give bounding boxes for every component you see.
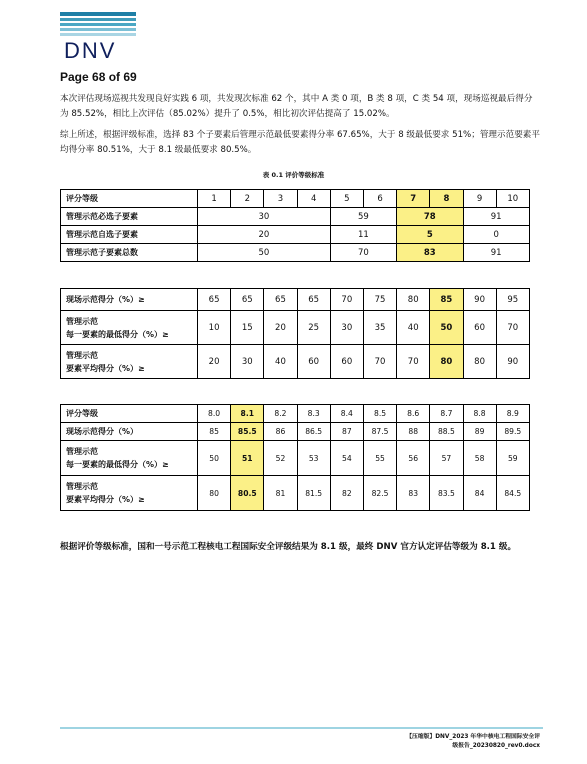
row-label: 评分等级 (61, 405, 198, 423)
row-label-line1: 管理示范 (66, 350, 98, 360)
value-cell: 75 (363, 289, 396, 311)
row-label-line2: 要素平均得分（%）≥ (66, 363, 145, 373)
value-cell-highlighted: 83 (397, 244, 463, 262)
value-cell: 81.5 (297, 476, 330, 511)
value-cell: 91 (463, 208, 529, 226)
value-cell: 65 (231, 289, 264, 311)
value-cell: 65 (198, 289, 231, 311)
value-cell: 87 (330, 423, 363, 441)
value-cell: 70 (330, 289, 363, 311)
value-cell: 70 (330, 244, 396, 262)
row-label: 管理示范必选子要素 (61, 208, 198, 226)
row-label-line2: 每一要素的最低得分（%）≥ (66, 329, 169, 339)
value-cell: 56 (397, 441, 430, 476)
value-cell-highlighted: 80.5 (231, 476, 264, 511)
value-cell: 8.6 (397, 405, 430, 423)
value-cell: 80 (198, 476, 231, 511)
value-cell: 85 (198, 423, 231, 441)
value-cell: 90 (496, 345, 529, 379)
value-cell-highlighted: 50 (430, 311, 463, 345)
value-cell: 30 (198, 208, 331, 226)
row-label (61, 311, 198, 345)
row-label-line2: 每一要素的最低得分（%）≥ (66, 460, 169, 469)
dnv-logo (60, 12, 136, 62)
grade-cell: 3 (264, 190, 297, 208)
table-row (61, 345, 530, 379)
table-row (61, 208, 530, 226)
grade-cell-highlighted: 7 (397, 190, 430, 208)
grade-cell: 9 (463, 190, 496, 208)
value-cell: 10 (198, 311, 231, 345)
row-label-line1: 管理示范 (66, 482, 98, 491)
row-label: 现场示范得分（%） (61, 423, 198, 441)
value-cell: 58 (463, 441, 496, 476)
value-cell: 8.8 (463, 405, 496, 423)
value-cell: 81 (264, 476, 297, 511)
paragraph-site-inspection: 本次评估现场巡视共发现良好实践 6 项，共发现次标准 62 个，其中 A 类 0 项，B 类 8 项，C 类 54 项，现场巡视最后得分为 85.52%，相比上次评估（85.02%）提升了 0.5%，相比初次评估提高了 15.02%。 (60, 94, 533, 119)
footer (240, 733, 540, 751)
value-cell: 84 (463, 476, 496, 511)
value-cell: 55 (363, 441, 396, 476)
value-cell: 80 (463, 345, 496, 379)
value-cell: 86.5 (297, 423, 330, 441)
table-row (61, 244, 530, 262)
value-cell-highlighted: 85 (430, 289, 463, 311)
value-cell: 50 (198, 244, 331, 262)
value-cell: 8.7 (430, 405, 463, 423)
table-row (61, 441, 530, 476)
value-cell: 70 (496, 311, 529, 345)
header-label: 评分等级 (61, 190, 198, 208)
value-cell: 53 (297, 441, 330, 476)
value-cell-highlighted: 51 (231, 441, 264, 476)
row-label (61, 345, 198, 379)
value-cell: 89 (463, 423, 496, 441)
table-row (61, 190, 530, 208)
value-cell: 82 (330, 476, 363, 511)
value-cell: 35 (363, 311, 396, 345)
logo-wordmark: DNV (64, 38, 117, 63)
value-cell: 60 (297, 345, 330, 379)
grade-cell: 2 (231, 190, 264, 208)
row-label: 管理示范子要素总数 (61, 244, 198, 262)
value-cell: 84.5 (496, 476, 529, 511)
row-label: 现场示范得分（%）≥ (61, 289, 198, 311)
table-row (61, 311, 530, 345)
value-cell: 65 (264, 289, 297, 311)
value-cell: 86 (264, 423, 297, 441)
value-cell: 25 (297, 311, 330, 345)
row-label (61, 441, 198, 476)
row-label-line2: 要素平均得分（%）≥ (66, 495, 145, 504)
value-cell: 70 (397, 345, 430, 379)
value-cell-highlighted: 78 (397, 208, 463, 226)
grade-cell: 6 (363, 190, 396, 208)
value-cell: 54 (330, 441, 363, 476)
value-cell: 8.5 (363, 405, 396, 423)
value-cell-highlighted: 5 (397, 226, 463, 244)
value-cell: 82.5 (363, 476, 396, 511)
value-cell: 50 (198, 441, 231, 476)
table-row (61, 423, 530, 441)
footer-line2: 级报告_20230820_rev0.docx (452, 743, 540, 749)
value-cell: 8.3 (297, 405, 330, 423)
row-label: 管理示范自选子要素 (61, 226, 198, 244)
logo-bars (60, 12, 136, 38)
value-cell: 40 (397, 311, 430, 345)
value-cell: 8.2 (264, 405, 297, 423)
value-cell: 20 (264, 311, 297, 345)
grade-cell: 1 (198, 190, 231, 208)
value-cell-highlighted: 8.1 (231, 405, 264, 423)
page-label: Page 68 of 69 (60, 70, 137, 84)
grade-table-sublevels (60, 404, 530, 511)
table-row (61, 289, 530, 311)
table-row (61, 405, 530, 423)
value-cell-highlighted: 85.5 (231, 423, 264, 441)
value-cell: 40 (264, 345, 297, 379)
footer-rule (60, 727, 543, 729)
grade-cell-highlighted: 8 (430, 190, 463, 208)
value-cell: 88 (397, 423, 430, 441)
value-cell: 30 (330, 311, 363, 345)
value-cell: 8.0 (198, 405, 231, 423)
grade-table-scores (60, 288, 530, 379)
grade-cell: 5 (330, 190, 363, 208)
value-cell: 20 (198, 226, 331, 244)
value-cell: 89.5 (496, 423, 529, 441)
row-label-line1: 管理示范 (66, 447, 98, 456)
paragraph-summary: 综上所述，根据评级标准，选择 83 个子要素后管理示范最低要素得分率 67.65%，大于 8 级最低要求 51%；管理示范要素平均得分率 80.51%，大于 8.1 级最低要求 80.5%。 (60, 130, 540, 155)
grade-table-elements (60, 189, 530, 262)
value-cell: 8.9 (496, 405, 529, 423)
value-cell: 15 (231, 311, 264, 345)
value-cell: 59 (330, 208, 396, 226)
value-cell: 91 (463, 244, 529, 262)
value-cell: 20 (198, 345, 231, 379)
value-cell: 65 (297, 289, 330, 311)
footer-line1: 【压缩版】DNV_2023 年华中核电工程国际安全评 (406, 734, 540, 740)
value-cell: 83.5 (430, 476, 463, 511)
conclusion-paragraph: 根据评价等级标准，国和一号示范工程核电工程国际安全评级结果为 8.1 级，最终 DNV 官方认定评估等级为 8.1 级。 (60, 542, 517, 552)
value-cell: 87.5 (363, 423, 396, 441)
row-label-line1: 管理示范 (66, 316, 98, 326)
value-cell: 80 (397, 289, 430, 311)
value-cell: 90 (463, 289, 496, 311)
value-cell: 60 (330, 345, 363, 379)
table-row (61, 476, 530, 511)
value-cell: 59 (496, 441, 529, 476)
value-cell: 30 (231, 345, 264, 379)
table-row (61, 226, 530, 244)
row-label (61, 476, 198, 511)
value-cell: 70 (363, 345, 396, 379)
grade-cell: 4 (297, 190, 330, 208)
table-caption: 表 0.1 评价等级标准 (262, 171, 325, 179)
value-cell-highlighted: 80 (430, 345, 463, 379)
value-cell: 52 (264, 441, 297, 476)
value-cell: 0 (463, 226, 529, 244)
value-cell: 83 (397, 476, 430, 511)
value-cell: 11 (330, 226, 396, 244)
value-cell: 8.4 (330, 405, 363, 423)
value-cell: 88.5 (430, 423, 463, 441)
value-cell: 57 (430, 441, 463, 476)
grade-cell: 10 (496, 190, 529, 208)
value-cell: 95 (496, 289, 529, 311)
value-cell: 60 (463, 311, 496, 345)
